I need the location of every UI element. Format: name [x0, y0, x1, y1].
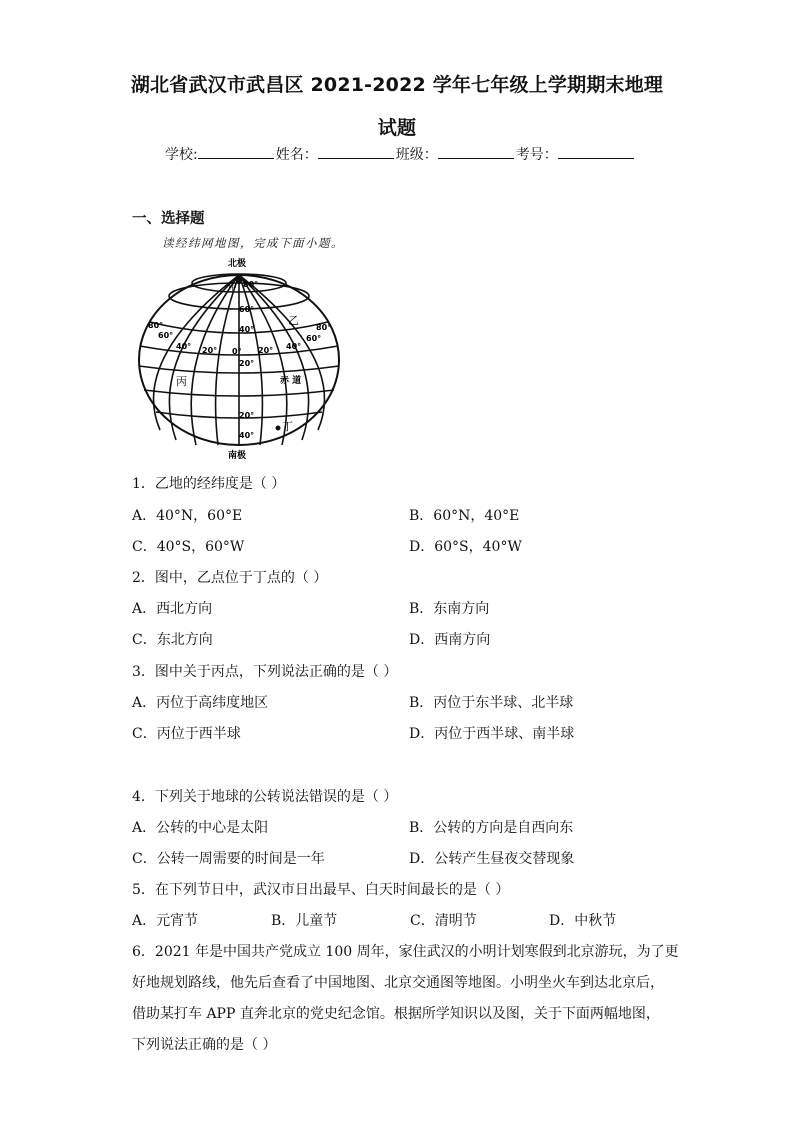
question-3-option-c[interactable]: C．丙位于西半球: [132, 726, 241, 742]
question-4-option-c[interactable]: C．公转一周需要的时间是一年: [132, 851, 325, 867]
question-2-option-a[interactable]: A．西北方向: [132, 601, 213, 617]
lat-40s-label: 40°: [239, 431, 255, 440]
question-1-option-b[interactable]: B．60°N，40°E: [409, 508, 520, 524]
exam-no-label: 考号：: [515, 147, 558, 163]
lon-40w-label: 40°: [176, 342, 192, 351]
lon-60w-label: 60°: [158, 331, 174, 340]
question-2-option-c[interactable]: C．东北方向: [132, 632, 213, 648]
question-5-option-c[interactable]: C．清明节: [410, 913, 477, 929]
question-6-line1: 6．2021 年是中国共产党成立 100 周年，家住武汉的小明计划寒假到北京游玩，为了更: [132, 944, 679, 960]
question-1-option-c[interactable]: C．40°S，60°W: [132, 539, 245, 555]
north-pole-label: 北极: [228, 259, 247, 269]
lat-20n-label: 20°: [239, 359, 255, 368]
document-title-line1: 湖北省武汉市武昌区 2021-2022 学年七年级上学期期末地理: [130, 74, 664, 96]
point-ding-dot: [276, 426, 281, 431]
point-ding-label: 丁: [282, 420, 293, 433]
question-3-option-b[interactable]: B．丙位于东半球、北半球: [409, 695, 574, 711]
lon-60e-label: 60°: [306, 334, 322, 343]
school-blank[interactable]: [198, 144, 274, 159]
south-pole-label: 南极: [228, 451, 247, 461]
question-5-stem: 5．在下列节日中，武汉市日出最早、白天时间最长的是（ ）: [132, 882, 510, 898]
question-1-option-a[interactable]: A．40°N，60°E: [132, 508, 243, 524]
question-6-line3: 借助某打车 APP 直奔北京的党史纪念馆。根据所学知识以及图，关于下面两幅地图，: [132, 1006, 660, 1022]
lat-20s-label: 20°: [239, 411, 255, 420]
question-3-stem: 3．图中关于丙点，下列说法正确的是（ ）: [132, 664, 398, 680]
school-label: 学校:: [165, 147, 198, 163]
question-intro: 读经纬网地图，完成下面小题。: [162, 236, 344, 250]
name-label: 姓名：: [275, 147, 318, 163]
lat-60n-label: 60°: [239, 305, 255, 314]
question-4-option-b[interactable]: B．公转的方向是自西向东: [409, 820, 574, 836]
question-2-option-b[interactable]: B．东南方向: [409, 601, 490, 617]
question-6-line2: 好地规划路线，他先后查看了中国地图、北京交通图等地图。小明坐火车到达北京后，: [132, 975, 664, 991]
class-blank[interactable]: [438, 144, 514, 159]
question-5-option-b[interactable]: B．儿童节: [271, 913, 338, 929]
lon-80w-label: 80°: [148, 321, 164, 330]
name-blank[interactable]: [318, 144, 394, 159]
equator-label: 赤 道: [280, 376, 302, 386]
lon-0-label: 0°: [232, 347, 242, 356]
question-3-option-a[interactable]: A．丙位于高纬度地区: [132, 695, 269, 711]
point-bing-label: 丙: [176, 375, 187, 388]
class-label: 班级：: [395, 147, 438, 163]
question-2-stem: 2．图中，乙点位于丁点的（ ）: [132, 570, 328, 586]
question-1-option-d[interactable]: D．60°S，40°W: [409, 539, 522, 555]
question-4-option-d[interactable]: D．公转产生昼夜交替现象: [409, 851, 575, 867]
question-4-stem: 4．下列关于地球的公转说法错误的是（ ）: [132, 789, 398, 805]
question-5-option-d[interactable]: D．中秋节: [549, 913, 617, 929]
lat-40n-label: 40°: [239, 325, 255, 334]
lon-80e-label: 80°: [316, 323, 332, 332]
question-2-option-d[interactable]: D．西南方向: [409, 632, 491, 648]
graticule-globe-figure: [136, 252, 346, 462]
student-info-row: [165, 144, 636, 164]
point-jia-label: 甲: [228, 283, 238, 293]
point-yi-label: 乙: [288, 314, 299, 327]
question-5-option-a[interactable]: A．元宵节: [132, 913, 199, 929]
question-3-option-d[interactable]: D．丙位于西半球、南半球: [409, 726, 575, 742]
question-1-stem: 1．乙地的经纬度是（ ）: [132, 476, 286, 492]
lon-20e-label: 20°: [258, 346, 274, 355]
document-title-line2: 试题: [377, 117, 417, 139]
lon-20w-label: 20°: [202, 346, 218, 355]
lon-40e-label: 40°: [286, 342, 302, 351]
question-6-line4: 下列说法正确的是（ ）: [132, 1037, 277, 1053]
globe-svg: [136, 252, 346, 462]
question-4-option-a[interactable]: A．公转的中心是太阳: [132, 820, 269, 836]
lat-80n-label: 80°: [243, 280, 259, 289]
section-title: 一、选择题: [132, 211, 205, 227]
exam-no-blank[interactable]: [558, 144, 634, 159]
